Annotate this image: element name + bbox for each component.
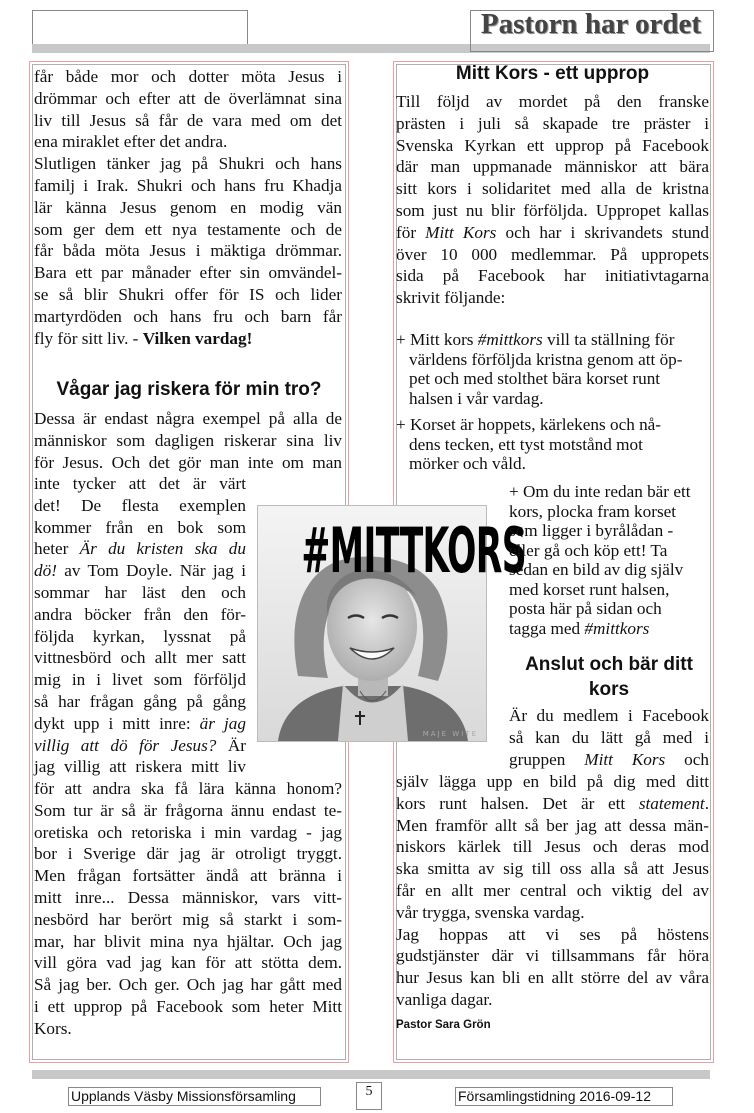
text-line: skrivit följande: — [396, 288, 506, 308]
text-line: sedan en bild av dig själv — [509, 560, 684, 579]
right-paragraph-1 — [396, 91, 709, 309]
text-run: fly för sitt liv. - — [34, 328, 143, 348]
text-line: ska smitta av sig till oss alla så att Jesus — [396, 859, 709, 879]
text-line: vanliga dagar. — [396, 989, 493, 1009]
text-line — [34, 328, 342, 350]
text-line: människor som dagligen riskerar sina liv — [34, 430, 342, 450]
section-heading-risk: Vågar jag riskera för min tro? — [56, 379, 322, 400]
text-line: får båda möta Jesus i mäktiga drömmar. — [34, 241, 342, 261]
text-run: heter — [34, 539, 80, 559]
text-line — [509, 619, 709, 639]
text-line: så kan du lätt gå med i — [509, 727, 709, 747]
paragraph-lines — [34, 408, 342, 473]
book-title: Är du kristen ska du — [79, 539, 246, 559]
text-run: . — [704, 793, 709, 813]
emphasis-text: statement — [638, 793, 705, 813]
text-line: Är du medlem i Facebook — [509, 706, 709, 725]
text-line: eller gå och köp ett! Ta — [509, 540, 668, 560]
text-line: Till följd av mordet på den franske — [396, 92, 709, 111]
text-line: inte tycker att det är värt — [34, 474, 246, 493]
text-line: se så blir Shukri offer för IS och lider — [34, 284, 342, 304]
mittkors-photo — [257, 505, 527, 742]
footer-band — [32, 1070, 710, 1079]
hashtag-text: #mittkors — [584, 618, 650, 638]
text-line: följda kyrkan, lyssnat på — [34, 626, 246, 646]
text-line: där man uppmanade människor att bära — [396, 157, 709, 177]
text-line: vår trygga, svenska vardag. — [396, 902, 585, 922]
footer-publication: Församlingstidning 2016-09-12 — [455, 1087, 673, 1106]
hashtag-text: #mittkors — [477, 330, 543, 349]
text-line: posta här på sidan och — [509, 599, 662, 618]
text-line: för att andra ska få lära känna honom? — [34, 779, 342, 798]
text-run: vill ta ställning för — [542, 330, 675, 349]
text-line: prästen i juli så skapade tre präster i — [396, 113, 709, 133]
heading-line: kors — [588, 679, 630, 700]
page-title: Pastorn har ordet — [480, 8, 702, 40]
text-line: jag villig att riskera mitt liv — [34, 757, 246, 777]
text-line: som ger dem ett nya testamente och de — [34, 219, 342, 239]
text-line: vill göra vad jag kan för att stötta dem. — [34, 953, 342, 973]
text-line — [509, 749, 709, 771]
text-line: får både mor och dotter möta Jesus i — [34, 67, 342, 86]
paragraph-lines — [34, 153, 342, 327]
footer-org: Upplands Väsby Missionsförsamling — [68, 1087, 321, 1106]
text-line: själv lägga upp en bild på dig med ditt — [396, 772, 709, 791]
text-line: vittnesbörd och allt mer satt — [34, 648, 246, 668]
text-line: mitt inre... Dessa människor, vars vitt- — [34, 887, 342, 907]
heading-line: Anslut och bär ditt — [525, 654, 693, 675]
section-heading-upprop: Mitt Kors - ett upprop — [455, 63, 650, 84]
text-line — [396, 222, 709, 244]
paragraph-lines — [34, 778, 342, 1040]
hashtag-mittkors: #MITTKORS — [301, 514, 527, 587]
text-line: gudstjänster där vi tillsammans får höra — [396, 946, 709, 966]
text-line: mörker och våld. — [409, 454, 526, 473]
text-line: Slutligen tänker jag på Shukri och hans — [34, 154, 342, 174]
text-line: + Korset är hoppets, kärlekens och nå- — [396, 415, 662, 434]
text-run: dykt upp i mitt inre: — [34, 713, 200, 733]
text-line — [34, 735, 246, 757]
left-paragraph-1 — [34, 66, 342, 349]
bullet-3 — [509, 482, 709, 638]
text-line: världens förföljda kristna genom att öp- — [409, 349, 683, 369]
text-line: hur Jesus kan bli en allt större del av våra — [396, 968, 709, 988]
text-line: kors, plocka fram korset — [509, 501, 677, 521]
text-line: mig in i livet som förföljd — [34, 670, 246, 690]
text-line: Bara ett par månader efter sin omvändel- — [34, 263, 342, 283]
text-line: andra böcker från den för- — [34, 604, 246, 624]
text-run: och — [665, 749, 709, 769]
text-line: får en allt mer central och viktig del av — [396, 880, 709, 900]
text-line: pet och med stolthet bära korset runt — [409, 369, 661, 388]
group-name: Mitt Kors — [584, 749, 666, 769]
text-line: nesbörd har berört mig så starkt i som- — [34, 909, 342, 929]
text-line: som just nu blir förföljda. Uppropet kallas — [396, 200, 709, 220]
text-line: Men framför allt så ber jag att dessa män- — [396, 815, 709, 835]
text-line: Svenska Kyrkan ett upprop på Facebook — [396, 135, 709, 155]
page-number: 5 — [356, 1082, 382, 1110]
text-line: bor i Sverige där jag är otroligt tryggt. — [34, 844, 342, 864]
paragraph-lines — [396, 924, 709, 1011]
text-line: lär känna Jesus genom en modig vän — [34, 197, 342, 217]
section-heading-anslut — [509, 652, 709, 702]
text-line: + Om du inte redan bär ett — [509, 482, 691, 501]
text-line: sida på Facebook har initiativtagarna — [396, 266, 709, 286]
text-line: familj i Irak. Shukri och hans fru Khadja — [34, 175, 342, 195]
bullet-2 — [396, 415, 709, 474]
left-paragraph-3-rest — [34, 778, 342, 1040]
text-line: för Jesus. Och det gör man inte om man — [34, 452, 342, 472]
book-title: dö! — [34, 561, 57, 581]
text-line: så har frågan gång på gång — [34, 691, 246, 711]
text-line: över 10 000 medlemmar. På uppropets — [396, 244, 709, 264]
text-line — [396, 793, 709, 815]
group-name: Mitt Kors — [425, 222, 497, 242]
text-line: Kors. — [34, 1018, 72, 1038]
left-paragraph-3-narrow — [34, 473, 246, 778]
text-line: som ligger i byrålådan - — [509, 521, 674, 540]
text-line: dens tecken, ett tyst motstånd mot — [409, 434, 643, 454]
photo-watermark: MAJE WITE — [422, 730, 478, 738]
signature: Pastor Sara Grön — [396, 1019, 491, 1031]
text-line: kommer från en bok som — [34, 517, 246, 537]
text-line: sitt kors i solidaritet med alla de kristna — [396, 179, 709, 199]
paragraph-lines — [34, 66, 342, 153]
text-line: oretiska och retoriska i min vardag - jag — [34, 822, 342, 842]
left-paragraph-3 — [34, 408, 342, 473]
text-line: niskors kärlek till Jesus och deras mod — [396, 837, 709, 857]
text-line: Dessa är endast några exempel på alla de — [34, 409, 342, 428]
question-text: är jag — [199, 713, 246, 733]
text-line: med korset runt halsen, — [509, 579, 670, 599]
right-paragraph-2 — [396, 771, 709, 1011]
text-line — [34, 538, 246, 560]
text-line: i ett upprop på Facebook som heter Mitt — [34, 996, 342, 1016]
text-line: mar, har blivit mina nya hjältar. Och jag — [34, 931, 342, 951]
text-line: Så jag ber. Och ger. Och jag har gått med — [34, 975, 342, 995]
text-run: och har i skrivandets stund — [496, 222, 709, 242]
text-run: kors runt halsen. Det är ett — [396, 793, 639, 813]
text-run: + Mitt kors — [396, 330, 478, 349]
text-line: martyrdöden och hans fru och barn får — [34, 306, 342, 326]
text-line: Som tur är så är frågorna ännu endast te- — [34, 800, 342, 820]
text-line: halsen i vår vardag. — [409, 388, 544, 408]
bullet-1 — [396, 330, 709, 408]
right-paragraph-2-narrow — [509, 705, 709, 770]
text-line: ena miraklet efter det andra. — [34, 132, 228, 152]
text-run: för — [396, 222, 426, 242]
emphasis-text: Vilken vardag! — [142, 328, 253, 348]
text-run: gruppen — [509, 749, 585, 769]
text-line — [34, 560, 246, 582]
text-run: tagga med — [509, 618, 585, 638]
text-line: Jag hoppas att vi ses på höstens — [396, 924, 709, 944]
text-run: av Tom Doyle. När jag i — [56, 561, 246, 581]
question-text: villig att dö för Jesus? — [34, 735, 217, 755]
text-line — [34, 713, 246, 735]
text-line: liv till Jesus så får de vara med om det — [34, 110, 342, 130]
text-line: Men frågan fortsätter ändå att bränna i — [34, 866, 342, 886]
text-run: Är — [216, 735, 246, 755]
text-line — [396, 330, 709, 350]
text-line: det! De flesta exemplen — [34, 495, 246, 515]
text-line: sommar har läst den och — [34, 582, 246, 602]
text-line: drömmar och efter att de överlämnat sina — [34, 88, 342, 108]
